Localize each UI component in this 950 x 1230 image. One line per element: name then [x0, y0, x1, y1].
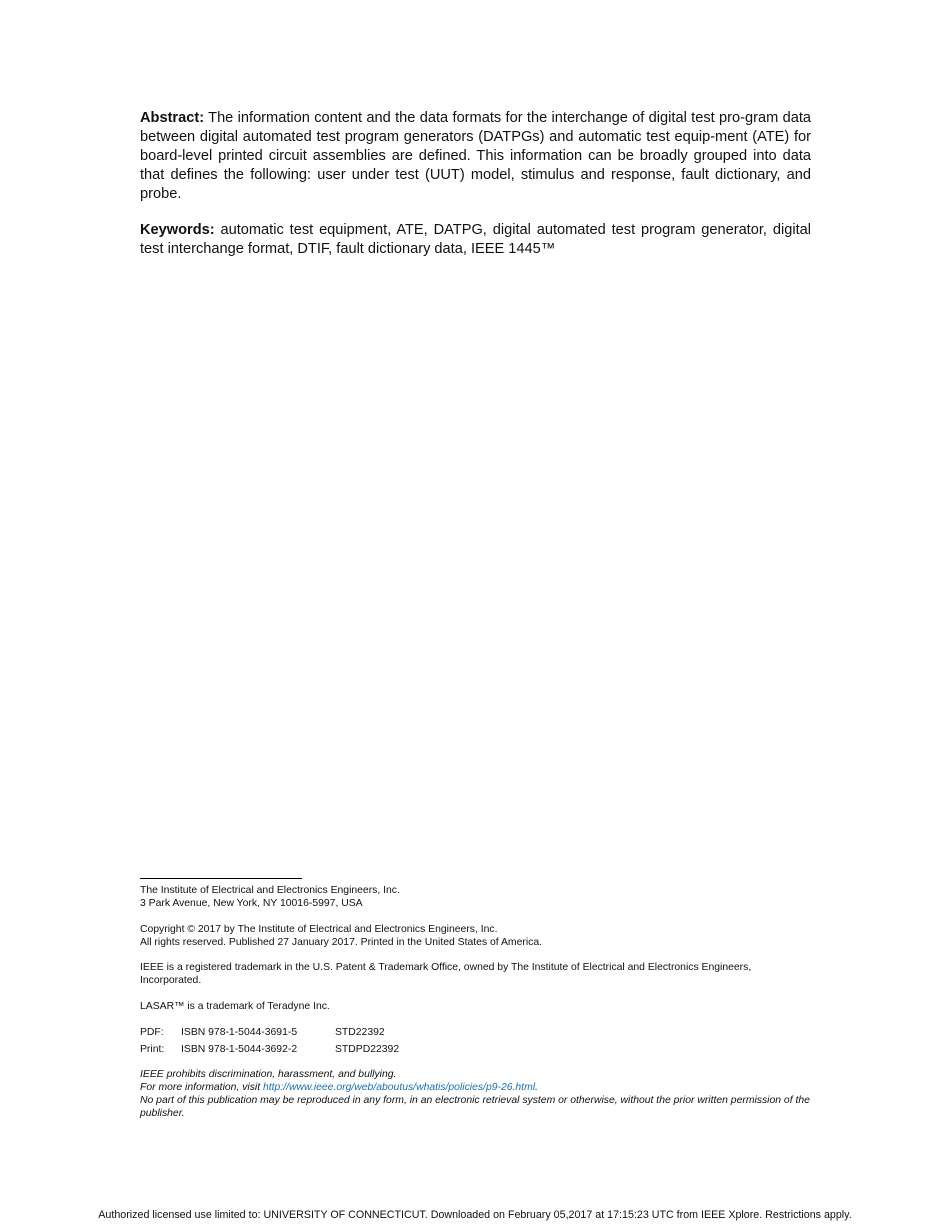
keywords-text: automatic test equipment, ATE, DATPG, digital automated test program generator, digital test interchange format, DTIF, fault dictionary data, IEEE 1445™	[140, 222, 811, 257]
publisher-block	[140, 884, 815, 910]
footnote-divider	[140, 878, 302, 879]
isbn-format-label: Print:	[140, 1044, 165, 1055]
policy-info-prefix: For more information, visit	[140, 1082, 263, 1093]
rights-line: All rights reserved. Published 27 January 2017. Printed in the United States of America.	[140, 937, 542, 948]
isbn-format-label: PDF:	[140, 1027, 164, 1038]
policy-link[interactable]: http://www.ieee.org/web/aboutus/whatis/policies/p9-26.html	[263, 1082, 536, 1093]
copyright-line: Copyright © 2017 by The Institute of Electrical and Electronics Engineers, Inc.	[140, 924, 498, 935]
lasar-trademark-notice: LASAR™ is a trademark of Teradyne Inc.	[140, 1001, 330, 1012]
abstract-label: Abstract:	[140, 110, 205, 126]
ieee-trademark-notice: IEEE is a registered trademark in the U.S. Patent & Trademark Office, owned by The Institute of Electrical and Electronics Engineers, Incorporated.	[140, 962, 752, 986]
policy-notice	[140, 1068, 815, 1120]
std-number: STD22392	[335, 1027, 385, 1038]
publisher-address: 3 Park Avenue, New York, NY 10016-5997, USA	[140, 898, 363, 909]
policy-info-suffix: .	[535, 1082, 538, 1093]
copyright-block	[140, 923, 815, 949]
std-number: STDPD22392	[335, 1044, 400, 1055]
abstract-paragraph	[140, 109, 811, 204]
isbn-number: ISBN 978-1-5044-3692-2	[181, 1044, 298, 1055]
abstract-text: The information content and the data formats for the interchange of digital test pro-gram data between digital automated test program generators (DATPGs) and automatic test equip-ment (ATE) for board-level printed circuit assemblies are defined. This information can be broadly grouped into data that defines the following: user under test (UUT) model, stimulus and response, fault dictionary, and probe.	[140, 110, 811, 202]
reproduction-notice: No part of this publication may be reproduced in any form, in an electronic retrieval system or otherwise, without the prior written permission of the publisher.	[140, 1095, 810, 1119]
authorization-footer: Authorized licensed use limited to: UNIVERSITY OF CONNECTICUT. Downloaded on February 05,2017 at 17:15:23 UTC from IEEE Xplore. Restrictions apply.	[98, 1209, 852, 1221]
keywords-label: Keywords:	[140, 222, 215, 238]
keywords-paragraph	[140, 221, 811, 259]
policy-statement: IEEE prohibits discrimination, harassment, and bullying.	[140, 1069, 397, 1080]
policy-info-line	[140, 1081, 815, 1094]
isbn-number: ISBN 978-1-5044-3691-5	[181, 1027, 298, 1038]
publisher-name: The Institute of Electrical and Electronics Engineers, Inc.	[140, 885, 400, 896]
